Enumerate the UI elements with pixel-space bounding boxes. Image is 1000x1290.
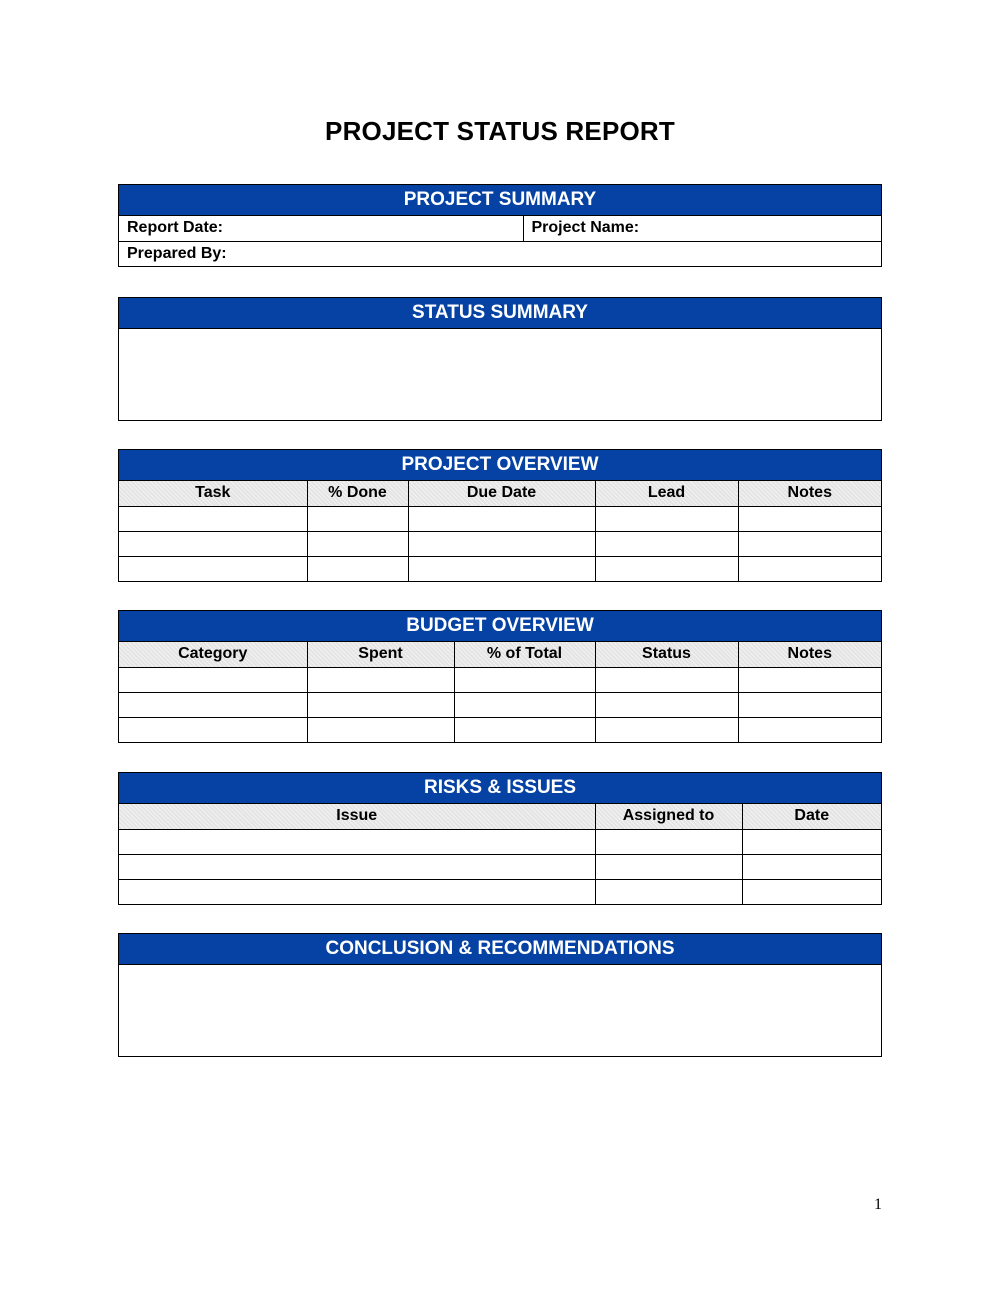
table-row bbox=[119, 692, 881, 717]
table-cell[interactable] bbox=[595, 854, 742, 879]
table-cell[interactable] bbox=[119, 506, 307, 531]
table-cell[interactable] bbox=[119, 667, 307, 692]
status-summary-section bbox=[118, 297, 882, 421]
column-header-category: Category bbox=[119, 642, 307, 667]
table-cell[interactable] bbox=[738, 506, 881, 531]
risks-issues-section bbox=[118, 772, 882, 905]
table-cell[interactable] bbox=[738, 667, 881, 692]
prepared-by-field[interactable]: Prepared By: bbox=[119, 241, 881, 266]
table-cell[interactable] bbox=[408, 531, 595, 556]
budget-overview-header: BUDGET OVERVIEW bbox=[119, 611, 881, 642]
project-overview-section bbox=[118, 449, 882, 582]
table-cell[interactable] bbox=[742, 854, 881, 879]
table-cell[interactable] bbox=[595, 556, 738, 581]
status-summary-textbox[interactable] bbox=[119, 329, 881, 420]
table-cell[interactable] bbox=[454, 692, 595, 717]
table-cell[interactable] bbox=[595, 692, 738, 717]
conclusion-header: CONCLUSION & RECOMMENDATIONS bbox=[119, 934, 881, 965]
project-name-field[interactable]: Project Name: bbox=[523, 216, 881, 241]
table-row bbox=[119, 717, 881, 742]
column-header-spent: Spent bbox=[307, 642, 454, 667]
table-row bbox=[119, 531, 881, 556]
table-cell[interactable] bbox=[408, 506, 595, 531]
column-header-due-date: Due Date bbox=[408, 481, 595, 506]
table-cell[interactable] bbox=[119, 531, 307, 556]
table-row bbox=[119, 879, 881, 904]
table-cell[interactable] bbox=[119, 829, 595, 854]
table-row bbox=[119, 854, 881, 879]
table-cell[interactable] bbox=[454, 717, 595, 742]
table-cell[interactable] bbox=[595, 506, 738, 531]
table-cell[interactable] bbox=[307, 531, 408, 556]
table-cell[interactable] bbox=[408, 556, 595, 581]
table-cell[interactable] bbox=[119, 717, 307, 742]
table-cell[interactable] bbox=[119, 692, 307, 717]
project-overview-header: PROJECT OVERVIEW bbox=[119, 450, 881, 481]
table-cell[interactable] bbox=[307, 667, 454, 692]
column-header-date: Date bbox=[742, 804, 881, 829]
report-date-field[interactable]: Report Date: bbox=[119, 216, 523, 241]
conclusion-textbox[interactable] bbox=[119, 965, 881, 1056]
table-cell[interactable] bbox=[595, 531, 738, 556]
table-cell[interactable] bbox=[454, 667, 595, 692]
table-cell[interactable] bbox=[595, 667, 738, 692]
table-cell[interactable] bbox=[119, 879, 595, 904]
project-overview-table bbox=[119, 481, 881, 581]
status-summary-header: STATUS SUMMARY bbox=[119, 298, 881, 329]
table-cell[interactable] bbox=[307, 692, 454, 717]
conclusion-section bbox=[118, 933, 882, 1057]
budget-overview-table bbox=[119, 642, 881, 742]
table-cell[interactable] bbox=[119, 854, 595, 879]
column-header-lead: Lead bbox=[595, 481, 738, 506]
table-cell[interactable] bbox=[119, 556, 307, 581]
page-title: PROJECT STATUS REPORT bbox=[325, 116, 675, 146]
column-header-status: Status bbox=[595, 642, 738, 667]
table-cell[interactable] bbox=[595, 879, 742, 904]
risks-issues-header: RISKS & ISSUES bbox=[119, 773, 881, 804]
table-row bbox=[119, 556, 881, 581]
table-cell[interactable] bbox=[307, 506, 408, 531]
table-cell[interactable] bbox=[742, 879, 881, 904]
column-header-percent-of-total: % of Total bbox=[454, 642, 595, 667]
table-cell[interactable] bbox=[738, 556, 881, 581]
column-header-notes: Notes bbox=[738, 481, 881, 506]
table-cell[interactable] bbox=[307, 556, 408, 581]
table-cell[interactable] bbox=[738, 717, 881, 742]
table-row bbox=[119, 506, 881, 531]
project-summary-header: PROJECT SUMMARY bbox=[119, 185, 881, 216]
column-header-issue: Issue bbox=[119, 804, 595, 829]
column-header-task: Task bbox=[119, 481, 307, 506]
table-row bbox=[119, 829, 881, 854]
table-cell[interactable] bbox=[742, 829, 881, 854]
table-cell[interactable] bbox=[595, 717, 738, 742]
table-cell[interactable] bbox=[738, 692, 881, 717]
column-header-percent-done: % Done bbox=[307, 481, 408, 506]
page-number: 1 bbox=[874, 1196, 882, 1213]
table-row bbox=[119, 667, 881, 692]
risks-issues-table bbox=[119, 804, 881, 904]
table-cell[interactable] bbox=[307, 717, 454, 742]
column-header-assigned-to: Assigned to bbox=[595, 804, 742, 829]
project-summary-section bbox=[118, 184, 882, 267]
column-header-notes: Notes bbox=[738, 642, 881, 667]
table-cell[interactable] bbox=[738, 531, 881, 556]
table-cell[interactable] bbox=[595, 829, 742, 854]
project-summary-table bbox=[119, 216, 881, 266]
budget-overview-section bbox=[118, 610, 882, 743]
